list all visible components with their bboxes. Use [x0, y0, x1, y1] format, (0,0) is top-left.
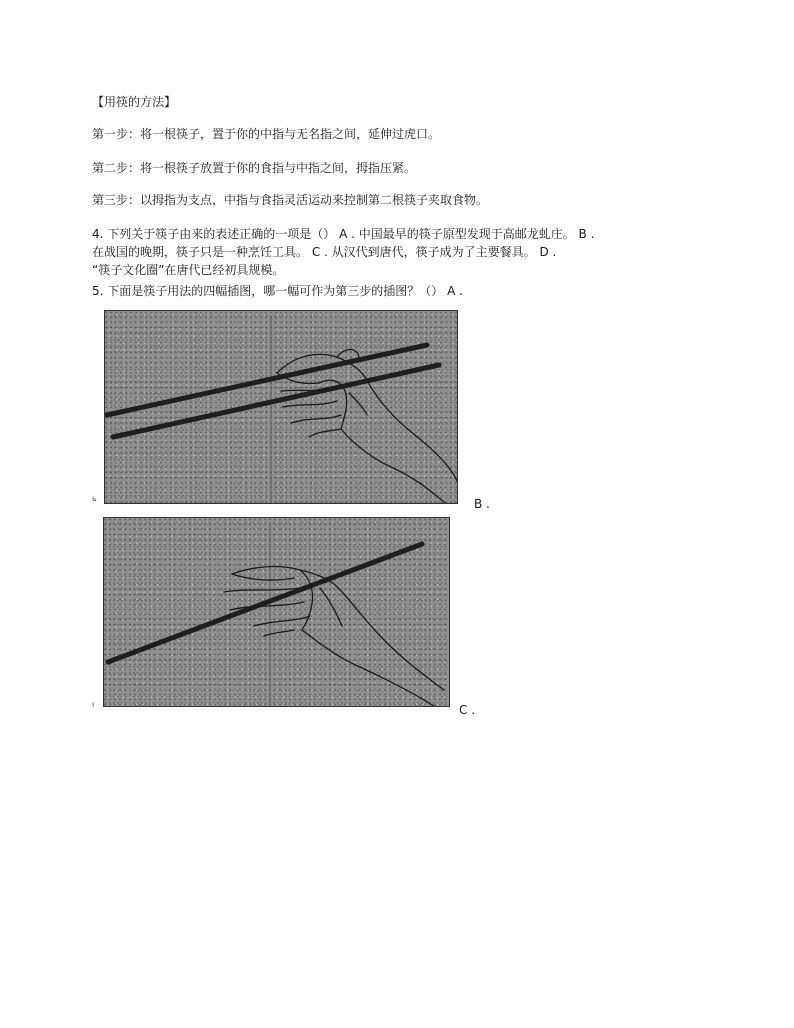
option-a-illustration: [104, 310, 458, 504]
chopsticks-hand-drawing-a: [105, 311, 457, 503]
hand-outline: [224, 567, 444, 706]
step-two-text: 第二步：将一根筷子放置于你的食指与中指之间，拇指压紧。: [92, 161, 417, 175]
question-4-line-1: 4. 下列关于筷子由来的表述正确的一项是（） A . 中国最早的筷子原型发现于高邮龙虬庄。 B .: [92, 227, 595, 241]
section-title: 【用筷的方法】: [92, 95, 177, 109]
figure-a-corner-mark: ь: [92, 494, 97, 503]
step-one-text: 第一步：将一根筷子，置于你的中指与无名指之间，延伸过虎口。: [92, 127, 441, 141]
option-b-illustration: [103, 517, 450, 707]
question-5-text: 5. 下面是筷子用法的四幅插图，哪一幅可作为第三步的插图？（） A .: [92, 284, 463, 298]
question-4-line-2: 在战国的晚期，筷子只是一种烹饪工具。 C . 从汉代到唐代，筷子成为了主要餐具。 D .: [92, 245, 557, 259]
figure-b-corner-mark: ı: [92, 700, 95, 709]
chopsticks-hand-drawing-b: [104, 518, 449, 706]
option-b-label: B .: [474, 497, 490, 511]
option-c-label: C .: [459, 703, 476, 717]
single-chopstick: [108, 544, 422, 662]
question-4-line-3: “筷子文化圈”在唐代已经初具规模。: [92, 263, 285, 277]
step-three-text: 第三步：以拇指为支点，中指与食指灵活运动来控制第二根筷子夹取食物。: [92, 193, 489, 207]
